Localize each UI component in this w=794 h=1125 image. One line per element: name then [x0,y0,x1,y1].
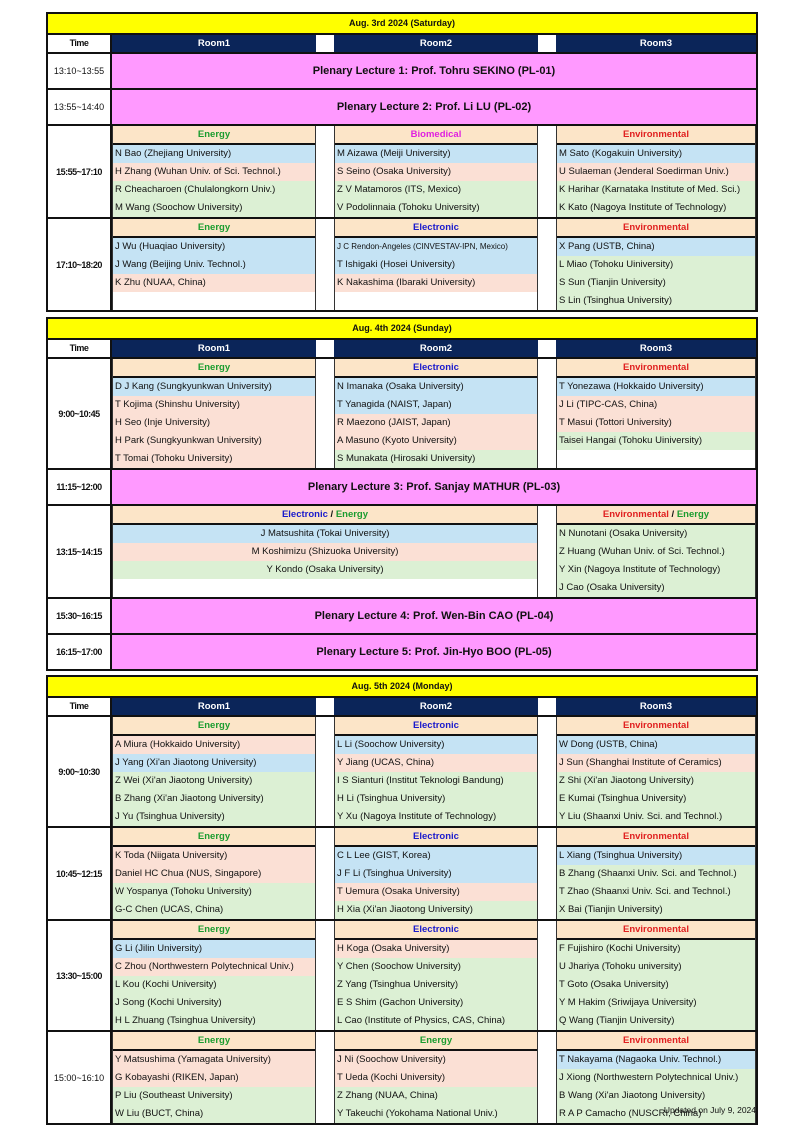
topic-label: Environmental [557,1032,755,1051]
speaker: T Yonezawa (Hokkaido University) [557,378,755,396]
speaker: C L Lee (GIST, Korea) [335,847,537,865]
room1-header: Room1 [112,698,316,715]
topic-label: Environmental [557,921,755,940]
speaker: T Yanagida (NAIST, Japan) [335,396,537,414]
topic-label: Energy [113,359,315,378]
speaker: K Kato (Nagoya Institute of Technology) [557,199,755,217]
speaker: M Wang (Soochow University) [113,199,315,217]
speaker: H Koga (Osaka University) [335,940,537,958]
session-row [48,1032,756,1123]
speaker: T Kojima (Shinshu University) [113,396,315,414]
time-slot: 15:30~16:15 [48,599,112,633]
speaker: M Aizawa (Meiji University) [335,145,537,163]
speaker: Z Shi (Xi'an Jiaotong University) [557,772,755,790]
speaker: C Zhou (Northwestern Polytechnical Univ.) [113,958,315,976]
room3-session [556,506,756,597]
session-row [48,828,756,921]
speaker: Y Takeuchi (Yokohama National Univ.) [335,1105,537,1123]
session-row [48,506,756,599]
speaker: E S Shim (Gachon University) [335,994,537,1012]
room2-session [334,359,538,468]
speaker: Taisei Hangai (Tohoku Uiniversity) [557,432,755,450]
speaker: H Li (Tsinghua University) [335,790,537,808]
speaker: J Matsushita (Tokai University) [113,525,537,543]
speaker: Z V Matamoros (ITS, Mexico) [335,181,537,199]
topic-label: Energy [113,921,315,940]
speaker: W Dong (USTB, China) [557,736,755,754]
room1-session [112,717,316,826]
speaker: G Kobayashi (RIKEN, Japan) [113,1069,315,1087]
topic-label: Biomedical [335,126,537,145]
speaker: J Li (TIPC-CAS, China) [557,396,755,414]
topic-label: Environmental [557,717,755,736]
room3-session [556,219,756,310]
speaker: L Cao (Institute of Physics, CAS, China) [335,1012,537,1030]
time-slot: 15:55~17:10 [48,126,112,217]
room1-header: Room1 [112,35,316,52]
speaker: J C Rendon-Angeles (CINVESTAV-IPN, Mexico) [335,238,537,256]
room1-session [112,219,316,310]
speaker: K Zhu (NUAA, China) [113,274,315,292]
topic-label: Electronic [335,717,537,736]
room2-session [334,219,538,310]
room2-header: Room2 [334,35,538,52]
room3-header: Room3 [556,35,756,52]
speaker: Y Kondo (Osaka University) [113,561,537,579]
time-slot: 13:55~14:40 [48,90,112,124]
speaker: L Xiang (Tsinghua University) [557,847,755,865]
topic-label: Energy [113,126,315,145]
updated-note: Updated on July 9, 2024 [663,1105,756,1115]
room3-session [556,717,756,826]
speaker: A Masuno (Kyoto University) [335,432,537,450]
plenary-row [48,470,756,506]
speaker: K Nakashima (Ibaraki University) [335,274,537,292]
room2-header: Room2 [334,340,538,357]
speaker: H Park (Sungkyunkwan University) [113,432,315,450]
speaker: T Nakayama (Nagaoka Univ. Technol.) [557,1051,755,1069]
speaker: Daniel HC Chua (NUS, Singapore) [113,865,315,883]
speaker: H Zhang (Wuhan Univ. of Sci. Technol.) [113,163,315,181]
room3-session [556,828,756,919]
room2-session [334,1032,538,1123]
speaker: T Masui (Tottori University) [557,414,755,432]
speaker: G-C Chen (UCAS, China) [113,901,315,919]
speaker: Y Matsushima (Yamagata University) [113,1051,315,1069]
speaker: K Harihar (Karnataka Institute of Med. Sci.) [557,181,755,199]
room12-session [112,506,538,597]
speaker: T Tomai (Tohoku University) [113,450,315,468]
plenary-row [48,90,756,126]
time-slot: 13:15~14:15 [48,506,112,597]
speaker: H Seo (Inje University) [113,414,315,432]
topic-label: Energy [113,717,315,736]
time-header: Time [48,35,112,52]
speaker: J F Li (Tsinghua University) [335,865,537,883]
speaker: S Seino (Osaka University) [335,163,537,181]
room3-header: Room3 [556,340,756,357]
speaker: J Sun (Shanghai Institute of Ceramics) [557,754,755,772]
plenary-lecture: Plenary Lecture 3: Prof. Sanjay MATHUR (PL-03) [112,470,756,504]
speaker: Y Jiang (UCAS, China) [335,754,537,772]
topic-label: Electronic [335,219,537,238]
topic-label: Environmental [557,828,755,847]
speaker: Y Liu (Shaanxi Univ. Sci. and Technol.) [557,808,755,826]
speaker: J Wang (Beijing Univ. Technol.) [113,256,315,274]
room2-session [334,717,538,826]
topic-label: Environmental [557,359,755,378]
speaker: B Zhang (Shaanxi Univ. Sci. and Technol.) [557,865,755,883]
plenary-lecture: Plenary Lecture 4: Prof. Wen-Bin CAO (PL-04) [112,599,756,633]
time-slot: 9:00~10:45 [48,359,112,468]
speaker: Z Yang (Tsinghua University) [335,976,537,994]
room2-session [334,921,538,1030]
speaker: J Song (Kochi University) [113,994,315,1012]
speaker: M Koshimizu (Shizuoka University) [113,543,537,561]
room1-session [112,921,316,1030]
session-row [48,219,756,310]
time-slot: 11:15~12:00 [48,470,112,504]
room2-session [334,126,538,217]
speaker: L Li (Soochow University) [335,736,537,754]
speaker: L Kou (Kochi University) [113,976,315,994]
room-header-row [48,35,756,54]
speaker: Z Huang (Wuhan Univ. of Sci. Technol.) [557,543,755,561]
room1-session [112,828,316,919]
speaker: T Uemura (Osaka University) [335,883,537,901]
session-row [48,921,756,1032]
room3-session [556,921,756,1030]
speaker: P Liu (Southeast University) [113,1087,315,1105]
day-title: Aug. 4th 2024 (Sunday) [48,319,756,340]
speaker: R Maezono (JAIST, Japan) [335,414,537,432]
time-slot: 16:15~17:00 [48,635,112,669]
topic-label: Electronic [335,359,537,378]
speaker: A Miura (Hokkaido University) [113,736,315,754]
room3-session [556,126,756,217]
time-slot: 15:00~16:10 [48,1032,112,1123]
plenary-row [48,635,756,669]
time-slot: 10:45~12:15 [48,828,112,919]
speaker: N Nunotani (Osaka University) [557,525,755,543]
topic-label: Electronic [335,828,537,847]
speaker: X Bai (Tianjin University) [557,901,755,919]
speaker: K Toda (Niigata University) [113,847,315,865]
speaker: Y Xu (Nagoya Institute of Technology) [335,808,537,826]
plenary-lecture: Plenary Lecture 5: Prof. Jin-Hyo BOO (PL-05) [112,635,756,669]
speaker: Y M Hakim (Sriwijaya University) [557,994,755,1012]
topic-label: Environmental / Energy [557,506,755,525]
time-header: Time [48,340,112,357]
session-row [48,717,756,828]
session-row [48,359,756,470]
speaker: E Kumai (Tsinghua University) [557,790,755,808]
speaker: Z Zhang (NUAA, China) [335,1087,537,1105]
room-header-row [48,340,756,359]
room1-session [112,359,316,468]
speaker: G Li (Jilin University) [113,940,315,958]
speaker: Z Wei (Xi'an Jiaotong University) [113,772,315,790]
speaker: S Lin (Tsinghua University) [557,292,755,310]
day2-schedule [46,317,758,671]
speaker: H L Zhuang (Tsinghua University) [113,1012,315,1030]
speaker: Q Wang (Tianjin University) [557,1012,755,1030]
topic-label: Environmental [557,126,755,145]
topic-label: Energy [113,1032,315,1051]
plenary-lecture: Plenary Lecture 2: Prof. Li LU (PL-02) [112,90,756,124]
time-slot: 17:10~18:20 [48,219,112,310]
speaker: H Xia (Xi'an Jiaotong University) [335,901,537,919]
room3-session [556,359,756,468]
speaker: Y Chen (Soochow University) [335,958,537,976]
speaker: J Yu (Tsinghua University) [113,808,315,826]
speaker: X Pang (USTB, China) [557,238,755,256]
speaker: S Sun (Tianjin University) [557,274,755,292]
plenary-lecture: Plenary Lecture 1: Prof. Tohru SEKINO (PL-01) [112,54,756,88]
time-slot: 9:00~10:30 [48,717,112,826]
session-row [48,126,756,219]
speaker: I S Sianturi (Institut Teknologi Bandung) [335,772,537,790]
speaker: J Wu (Huaqiao University) [113,238,315,256]
speaker: M Sato (Kogakuin University) [557,145,755,163]
room-header-row [48,698,756,717]
room3-header: Room3 [556,698,756,715]
speaker: J Cao (Osaka University) [557,579,755,597]
day3-schedule [46,675,758,1125]
speaker: N Bao (Zhejiang University) [113,145,315,163]
speaker: B Zhang (Xi'an Jiaotong University) [113,790,315,808]
speaker: T Zhao (Shaanxi Univ. Sci. and Technol.) [557,883,755,901]
speaker: W Liu (BUCT, China) [113,1105,315,1123]
topic-label: Energy [335,1032,537,1051]
day1-schedule [46,12,758,312]
topic-label: Electronic [335,921,537,940]
topic-label: Environmental [557,219,755,238]
room2-session [334,828,538,919]
topic-label: Electronic / Energy [113,506,537,525]
speaker: V Podolinnaia (Tohoku University) [335,199,537,217]
speaker: J Xiong (Northwestern Polytechnical Univ.) [557,1069,755,1087]
speaker: L Miao (Tohoku Uiniversity) [557,256,755,274]
speaker: T Ueda (Kochi University) [335,1069,537,1087]
plenary-row [48,599,756,635]
room1-header: Room1 [112,340,316,357]
speaker: F Fujishiro (Kochi University) [557,940,755,958]
speaker: R A P Camacho (NUSCRI, China) [557,1105,755,1123]
speaker: T Ishigaki (Hosei University) [335,256,537,274]
plenary-row [48,54,756,90]
room1-session [112,1032,316,1123]
speaker: Y Xin (Nagoya Institute of Technology) [557,561,755,579]
speaker: N Imanaka (Osaka University) [335,378,537,396]
speaker: B Wang (Xi'an Jiaotong University) [557,1087,755,1105]
room1-session [112,126,316,217]
day-title: Aug. 5th 2024 (Monday) [48,677,756,698]
speaker: J Yang (Xi'an Jiaotong University) [113,754,315,772]
time-slot: 13:30~15:00 [48,921,112,1030]
day-title: Aug. 3rd 2024 (Saturday) [48,14,756,35]
speaker: S Munakata (Hirosaki University) [335,450,537,468]
topic-label: Energy [113,219,315,238]
speaker: U Sulaeman (Jenderal Soedirman Univ.) [557,163,755,181]
speaker: J Ni (Soochow University) [335,1051,537,1069]
speaker: W Yospanya (Tohoku University) [113,883,315,901]
time-header: Time [48,698,112,715]
speaker: D J Kang (Sungkyunkwan University) [113,378,315,396]
speaker: R Cheacharoen (Chulalongkorn Univ.) [113,181,315,199]
topic-label: Energy [113,828,315,847]
speaker: T Goto (Osaka University) [557,976,755,994]
speaker: U Jhariya (Tohoku university) [557,958,755,976]
room2-header: Room2 [334,698,538,715]
time-slot: 13:10~13:55 [48,54,112,88]
